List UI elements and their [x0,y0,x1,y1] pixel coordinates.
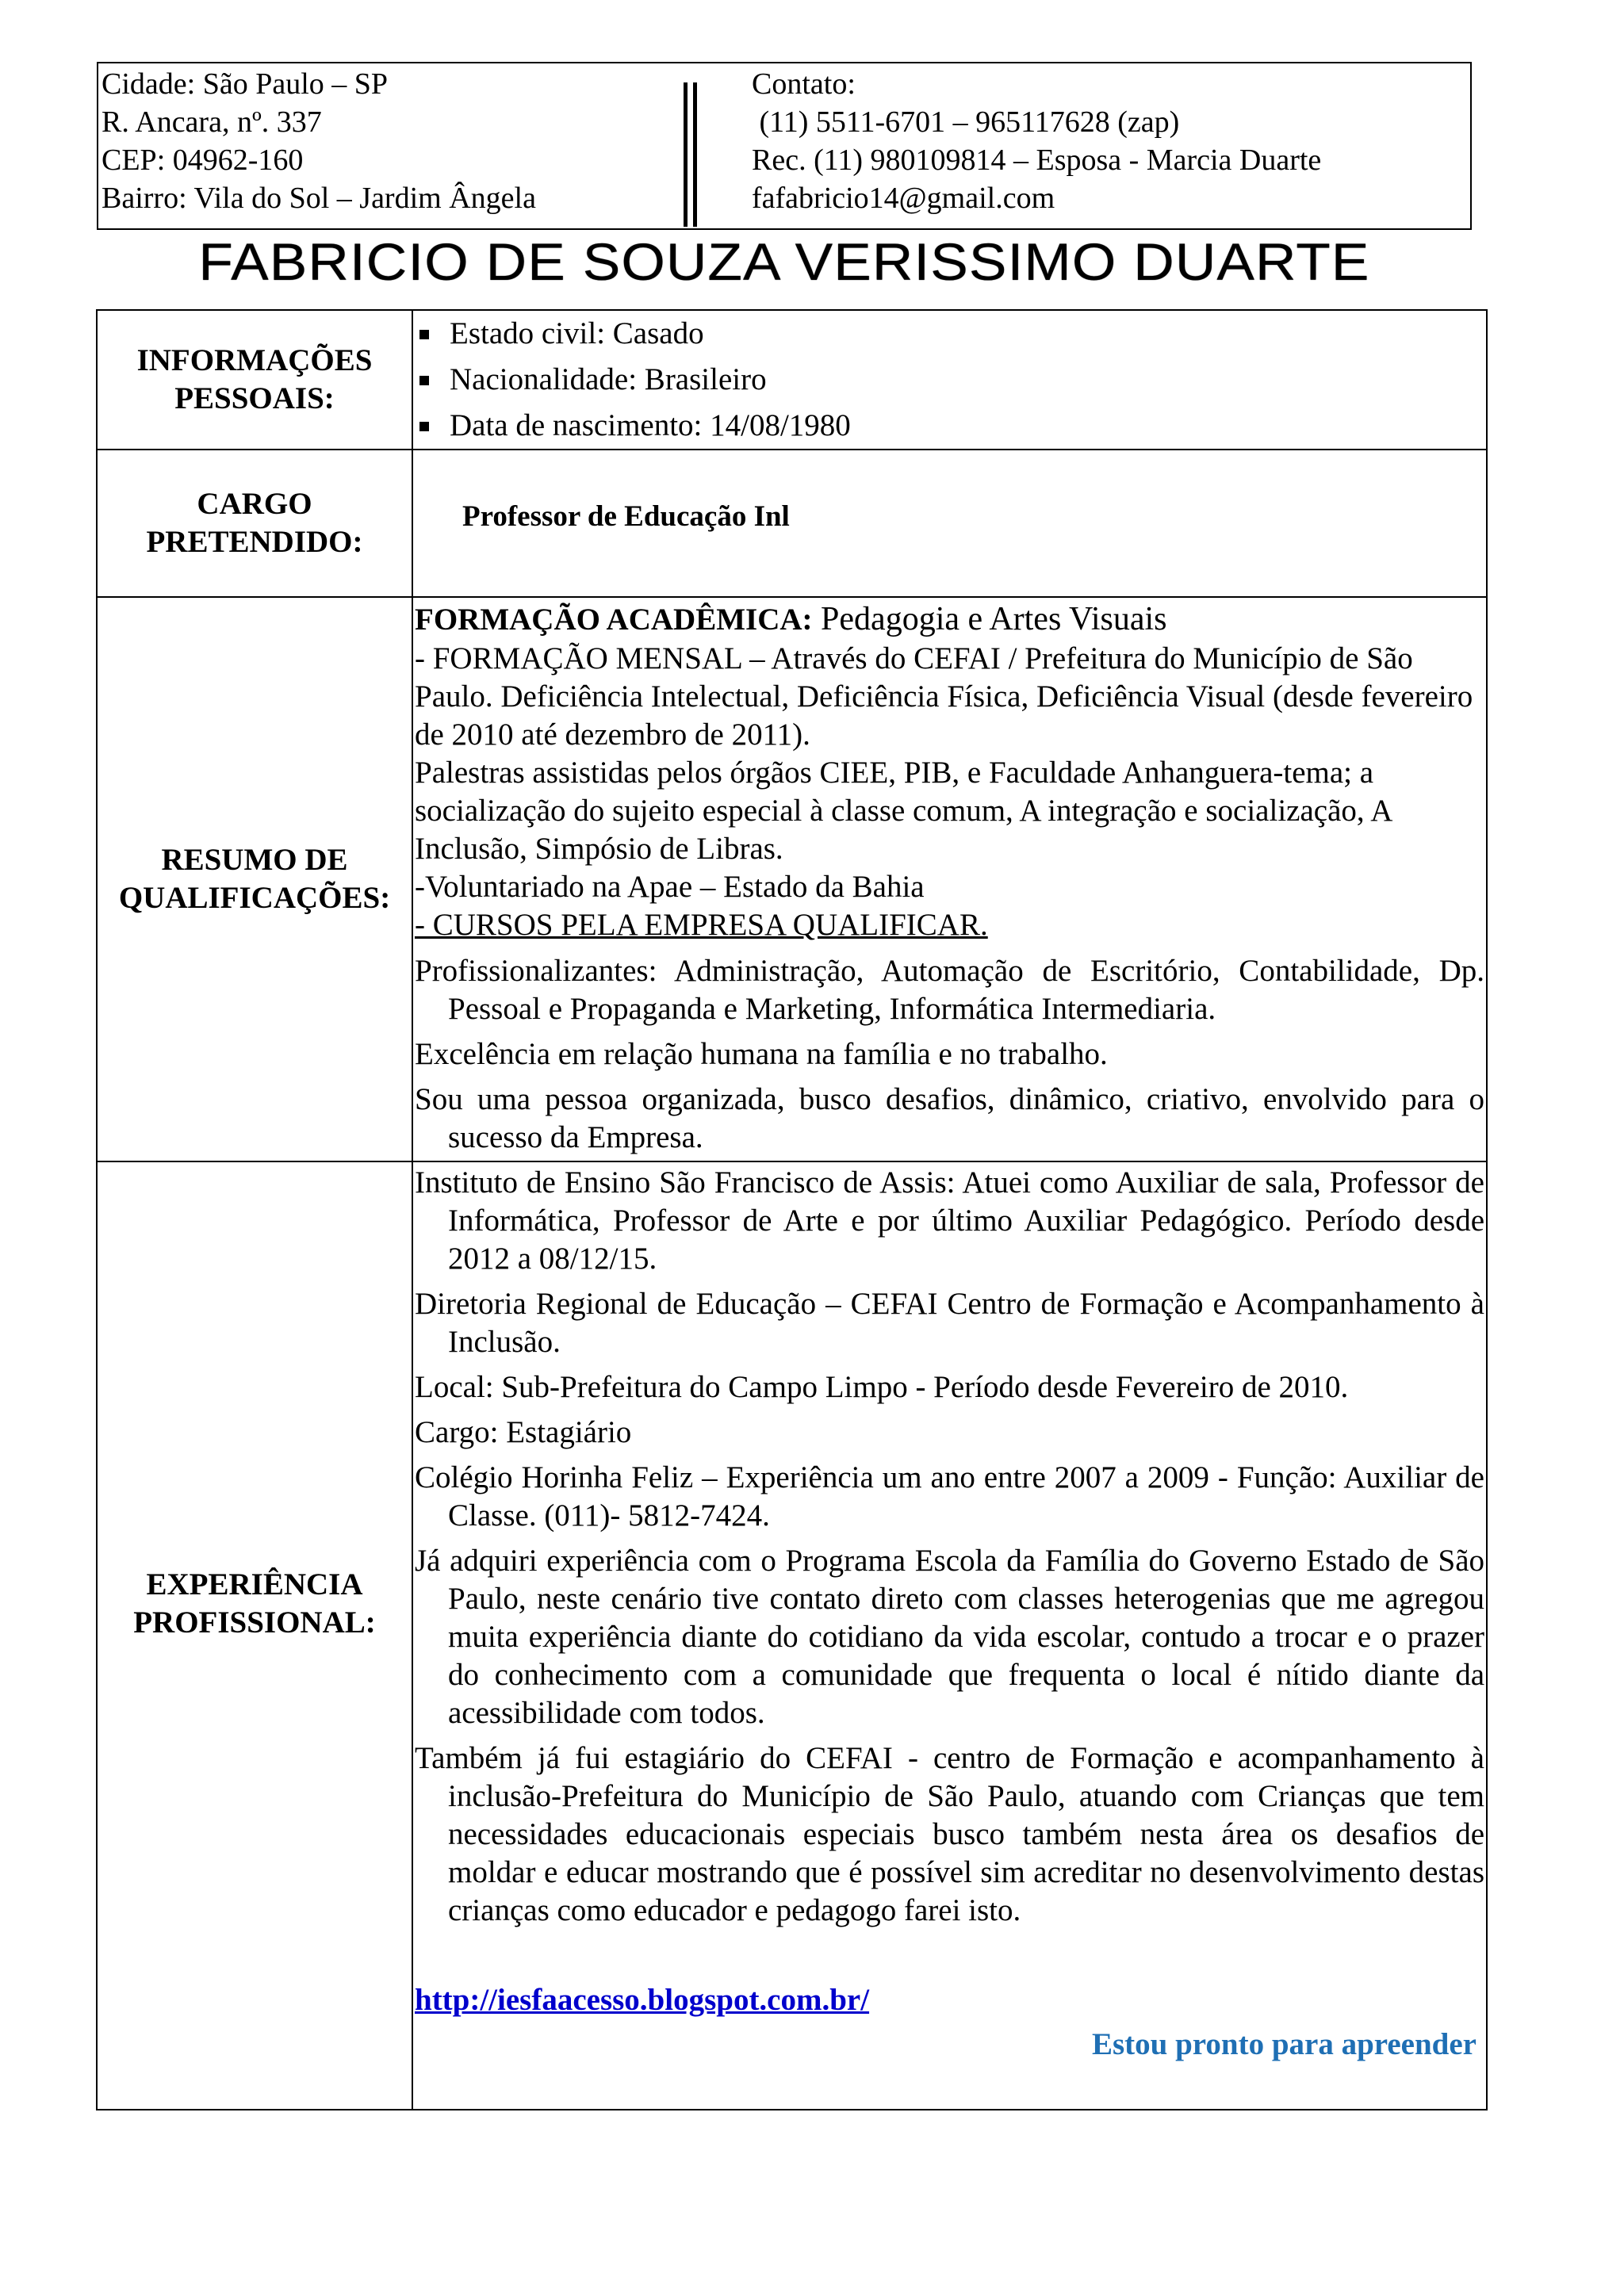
bullet-icon [419,376,429,385]
qualifications-content [412,597,1487,1161]
candidate-name: FABRICIO DE SOUZA VERISSIMO DUARTE [198,232,1370,291]
bullet-icon [419,330,429,339]
list-item: Data de nascimento: 14/08/1980 [415,403,1484,449]
cargo-value: Professor de Educação Inl [462,500,790,533]
city: Cidade: São Paulo – SP [102,67,389,101]
formacao-mensal: - FORMAÇÃO MENSAL – Através do CEFAI / Prefeitura do Município de São Paulo. Deficiência Intelectual, Deficiência Física, Deficiência Visual (desde fevereiro de 2010 até dezembro de 2011). [415,641,1473,752]
experience-item: Também já fui estagiário do CEFAI - centro de Formação e acompanhamento à inclusão-Prefeitura do Município de São Paulo, atuando com Crianças que tem necessidades educacionais especiais busco também nesta área os desafios de moldar e educar mostrando que é possível sim acreditar no desenvolvimento destas crianças como educador e pedagogo farei isto. [415,1741,1484,1927]
list-item: Estado civil: Casado [415,311,1484,357]
cargo-content [412,450,1487,597]
experience-item: Diretoria Regional de Educação – CEFAI Centro de Formação e Acompanhamento à Inclusão. [415,1287,1484,1359]
contact-block [752,65,1465,217]
address-block [102,65,752,217]
personal-info-list [415,311,1484,449]
palestras: Palestras assistidas pelos órgãos CIEE, PIB, e Faculdade Anhanguera-tema; a socialização do sujeito especial à classe comum, A integração e socialização, A Inclusão, Simpósio de Libras. [415,756,1392,866]
blog-link[interactable]: http://iesfaacesso.blogspot.com.br/ [415,1983,870,2017]
neighborhood: Bairro: Vila do Sol – Jardim Ângela [102,182,536,215]
experience-item: Local: Sub-Prefeitura do Campo Limpo - Período desde Fevereiro de 2010. [415,1370,1349,1404]
double-vertical-divider [684,82,699,227]
excelencia: Excelência em relação humana na família e no trabalho. [415,1037,1108,1071]
bullet-icon [419,422,429,431]
list-item: Nacionalidade: Brasileiro [415,357,1484,403]
experience-item: Já adquiri experiência com o Programa Escola da Família do Governo Estado de São Paulo, neste cenário tive contato direto com classes heterogenias que me agregou muita experiência diante do cotidiano da vida escolar, contudo a trocar e o prazer do conhecimento com a comunidade que frequenta o local é nítido diante da acessibilidade com todos. [415,1544,1484,1730]
experience-item: Cargo: Estagiário [415,1415,632,1449]
resume-table [96,309,1488,2110]
voluntariado: -Voluntariado na Apae – Estado da Bahia [415,870,925,904]
perfil: Sou uma pessoa organizada, busco desafios, dinâmico, criativo, envolvido para o sucesso da Empresa. [415,1082,1484,1154]
personal-info-row [97,310,1487,450]
experience-label: EXPERIÊNCIA PROFISSIONAL: [97,1161,412,2110]
phones: (11) 5511-6701 – 965117628 (zap) [752,105,1180,139]
cargo-row [97,450,1487,597]
profissionalizantes: Profissionalizantes: Administração, Automação de Escritório, Contabilidade, Dp. Pessoal e Propaganda e Marketing, Informática Intermediaria. [415,954,1484,1026]
recado-phone: Rec. (11) 980109814 – Esposa - Marcia Duarte [752,144,1322,177]
slogan: Estou pronto para apreender [1091,2027,1477,2061]
qualifications-label: RESUMO DE QUALIFICAÇÕES: [97,597,412,1161]
qualifications-row [97,597,1487,1161]
experience-item: Colégio Horinha Feliz – Experiência um ano entre 2007 a 2009 - Função: Auxiliar de Classe. (011)- 5812-7424. [415,1460,1484,1533]
personal-info-content [412,310,1487,450]
blog-link-row [415,1981,1484,2019]
personal-info-label: INFORMAÇÕES PESSOAIS: [97,310,412,450]
cargo-label: CARGO PRETENDIDO: [97,450,412,597]
cep: CEP: 04962-160 [102,144,304,177]
street: R. Ancara, nº. 337 [102,105,322,139]
experience-row [97,1161,1487,2110]
contact-box [97,62,1472,230]
experience-content [412,1161,1487,2110]
contact-label: Contato: [752,67,856,101]
email: fafabricio14@gmail.com [752,182,1055,215]
formacao-academica: FORMAÇÃO ACADÊMICA: Pedagogia e Artes Visuais [415,601,1167,637]
cursos-qualificar: - CURSOS PELA EMPRESA QUALIFICAR. [415,908,988,942]
experience-item: Instituto de Ensino São Francisco de Assis: Atuei como Auxiliar de sala, Professor de Informática, Professor de Arte e por último Auxiliar Pedagógico. Período desde 2012 a 08/12/15. [415,1165,1484,1276]
